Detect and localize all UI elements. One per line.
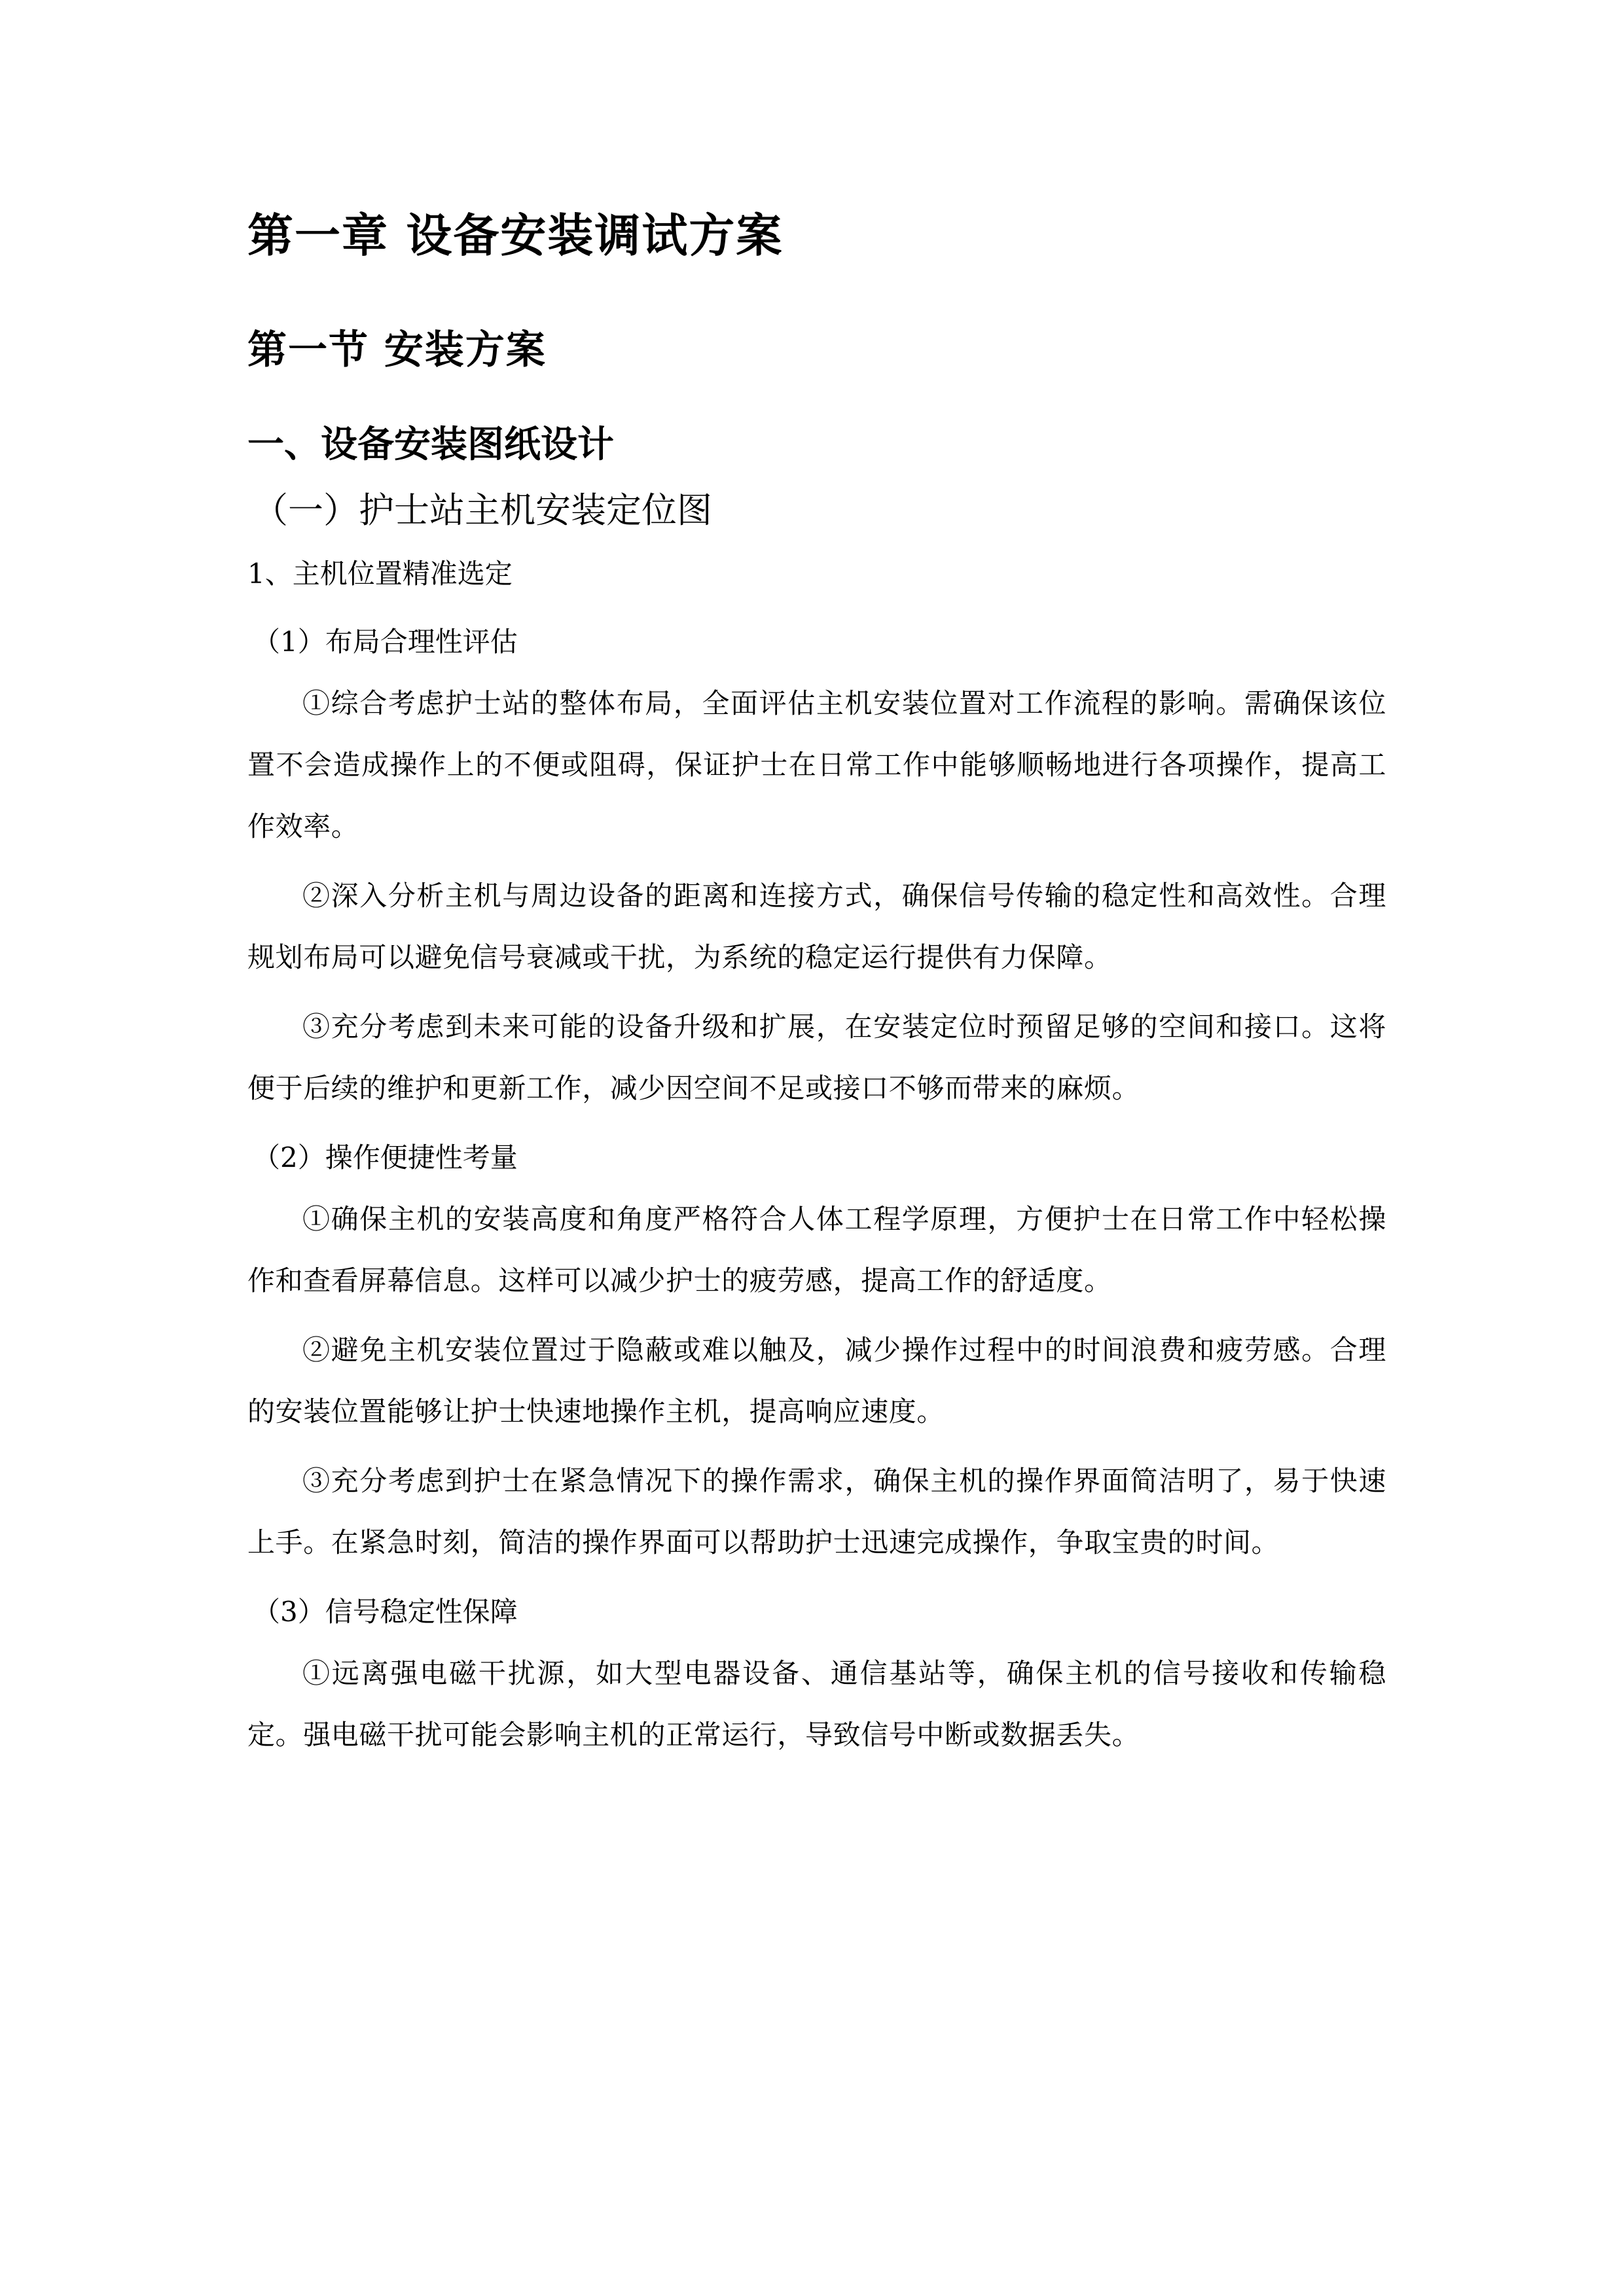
group-operation-convenience — [247, 1127, 1386, 1573]
paragraph: ③充分考虑到未来可能的设备升级和扩展，在安装定位时预留足够的空间和接口。这将便于后续的维护和更新工作，减少因空间不足或接口不够而带来的麻烦。 — [247, 1011, 1386, 1104]
section-title: 第一节 安装方案 — [247, 327, 547, 373]
paragraph: ③充分考虑到护士在紧急情况下的操作需求，确保主机的操作界面简洁明了，易于快速上手。在紧急时刻，简洁的操作界面可以帮助护士迅速完成操作，争取宝贵的时间。 — [247, 1465, 1386, 1558]
group-title: （3）信号稳定性保障 — [253, 1596, 518, 1628]
group-title: （2）操作便捷性考量 — [253, 1141, 518, 1174]
group-signal-stability — [247, 1581, 1386, 1766]
paragraph: ①远离强电磁干扰源，如大型电器设备、通信基站等，确保主机的信号接收和传输稳定。强电磁干扰可能会影响主机的正常运行，导致信号中断或数据丢失。 — [247, 1657, 1386, 1751]
group-title: （1）布局合理性评估 — [253, 626, 518, 658]
paragraph: ②避免主机安装位置过于隐蔽或难以触及，减少操作过程中的时间浪费和疲劳感。合理的安装位置能够让护士快速地操作主机，提高响应速度。 — [247, 1334, 1386, 1427]
subsection-title: 一、设备安装图纸设计 — [247, 423, 614, 466]
point-title: 1、主机位置精准选定 — [247, 558, 513, 590]
document-page — [247, 196, 1386, 1774]
paragraph: ①综合考虑护士站的整体布局，全面评估主机安装位置对工作流程的影响。需确保该位置不会造成操作上的不便或阻碍，保证护士在日常工作中能够顺畅地进行各项操作，提高工作效率。 — [247, 687, 1386, 842]
chapter-title: 第一章 设备安装调试方案 — [247, 209, 784, 262]
paragraph: ①确保主机的安装高度和角度严格符合人体工程学原理，方便护士在日常工作中轻松操作和查看屏幕信息。这样可以减少护士的疲劳感，提高工作的舒适度。 — [247, 1203, 1386, 1297]
item-title: （一）护士站主机安装定位图 — [253, 490, 712, 531]
paragraph: ②深入分析主机与周边设备的距离和连接方式，确保信号传输的稳定性和高效性。合理规划布局可以避免信号衰减或干扰，为系统的稳定运行提供有力保障。 — [247, 880, 1386, 973]
group-layout-evaluation — [247, 611, 1386, 1119]
